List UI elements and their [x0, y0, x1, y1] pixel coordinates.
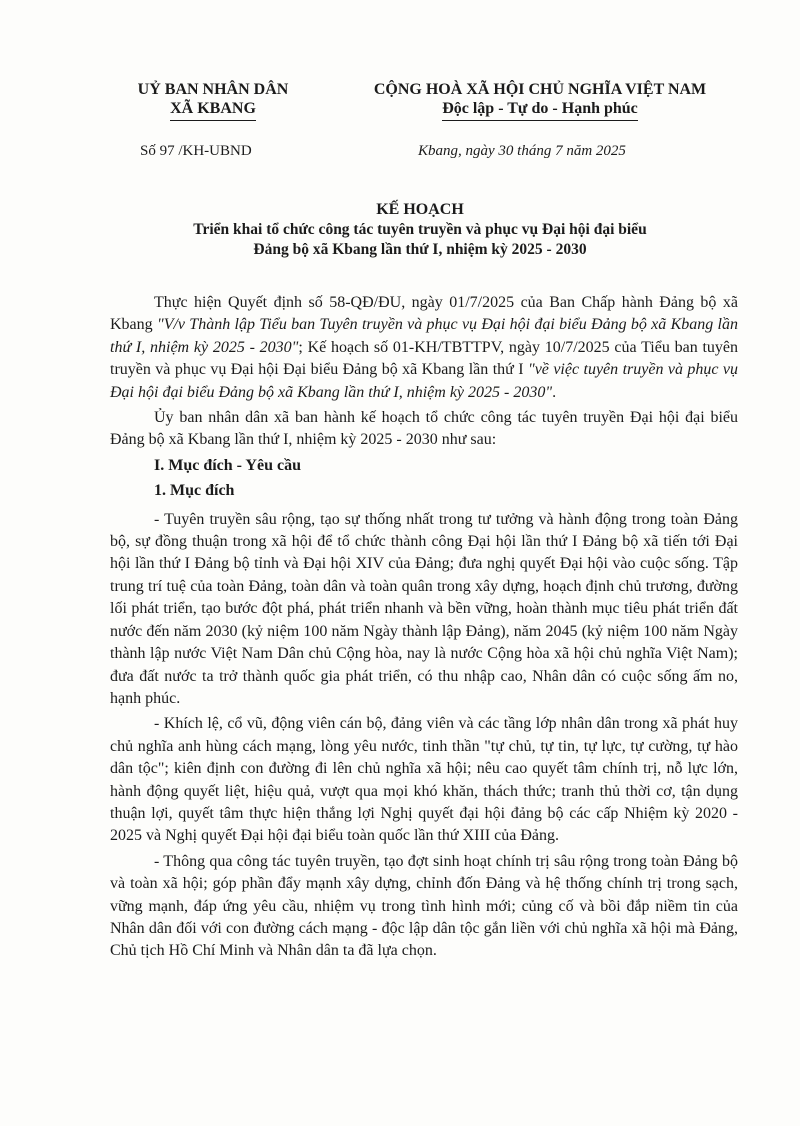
title-line2: Đảng bộ xã Kbang lần thứ I, nhiệm kỳ 2025 - 2030 — [253, 241, 587, 258]
org-name-line1: UỶ BAN NHÂN DÂN — [137, 81, 289, 98]
intro-text-c: ; Kế hoạch số 01-KH/TBTTPV, ngày 10/7/2025 của Tiểu ban tuyên truyền và phục vụ Đại hội Đại biểu Đảng bộ xã Kbang lần thứ I — [110, 338, 739, 379]
date-line: Kbang, ngày 30 tháng 7 năm 2025 — [418, 143, 626, 159]
document-title — [110, 200, 730, 260]
intro-paragraph-2: Ủy ban nhân dân xã ban hành kế hoạch tổ chức công tác tuyên truyền Đại hội đại biểu Đảng bộ xã Kbang lần thứ I, nhiệm kỳ 2025 - 2030 như sau: — [110, 409, 738, 449]
intro-paragraph — [110, 292, 738, 404]
intro-quote-2: "về việc tuyên truyền và phục vụ Đại hội đại biểu Đảng bộ xã Kbang lần thứ I, nhiệm kỳ 2025 - 2030" — [110, 361, 739, 401]
body-paragraph-2: - Khích lệ, cổ vũ, động viên cán bộ, đảng viên và các tầng lớp nhân dân trong xã phát huy chủ nghĩa anh hùng cách mạng, lòng yêu nước, tinh thần "tự chủ, tự tin, tự lực, tự cường, tự hào dân tộc"; kiên định con đường đi lên chủ nghĩa xã hội; nêu cao quyết tâm chính trị, nỗ lực lớn, hành động quyết liệt, hiệu quả, vượt qua mọi khó khăn, thách thức; tranh thủ thời cơ, tận dụng thuận lợi, quyết tâm thực hiện thắng lợi Nghị quyết đại hội đảng bộ các cấp Nhiệm kỳ 2020 - 2025 và Nghị quyết Đại hội đại biểu toàn quốc lần thứ XIII của Đảng. — [110, 715, 738, 845]
document-body — [110, 292, 738, 966]
nation-name: CỘNG HOÀ XÃ HỘI CHỦ NGHĨA VIỆT NAM — [373, 81, 707, 98]
title-line1: Triển khai tổ chức công tác tuyên truyền và phục vụ Đại hội đại biểu — [193, 221, 647, 238]
body-paragraph-1: - Tuyên truyền sâu rộng, tạo sự thống nhất trong tư tưởng và hành động trong toàn Đảng bộ, sự đồng thuận trong xã hội để tổ chức thành công Đại hội lần thứ I Đảng bộ xã tiến tới Đại hội lần thứ I Đảng bộ tỉnh và Đại hội XIV của Đảng; đưa nghị quyết Đại hội vào cuộc sống. Tập trung trí tuệ của toàn Đảng, toàn dân và toàn quân trong xây dựng, hoạch định chủ trương, đường lối phát triển, tạo bước đột phá, phát triển nhanh và bền vững, hoàn thành mục tiêu phát triển đất nước đến năm 2030 (kỷ niệm 100 năm Ngày thành lập Đảng), năm 2045 (kỷ niệm 100 năm Ngày thành lập nước Việt Nam Dân chủ Cộng hòa, nay là nước Cộng hòa xã hội chủ nghĩa Việt Nam); đưa đất nước ta trở thành quốc gia phát triển, có thu nhập cao, Nhân dân có cuộc sống ấm no, hạnh phúc. — [110, 510, 738, 707]
document-number: Số 97 /KH-UBND — [140, 143, 252, 159]
intro-text-e: . — [552, 383, 557, 401]
subsection-heading: 1. Mục đích — [154, 482, 235, 500]
national-header — [330, 80, 750, 121]
org-name-line2: XÃ KBANG — [170, 99, 256, 121]
intro-text-a: Thực hiện Quyết định số 58-QĐ/ĐU, ngày 01/7/2025 của Ban Chấp hành Đảng bộ xã Kbang — [110, 294, 738, 334]
section-heading: I. Mục đích - Yêu cầu — [154, 456, 301, 474]
issuing-organization — [108, 80, 318, 121]
national-motto: Độc lập - Tự do - Hạnh phúc — [442, 99, 638, 121]
intro-quote-1: "V/v Thành lập Tiểu ban Tuyên truyền và phục vụ Đại hội đại biểu Đảng bộ xã Kbang lần thứ I, nhiệm kỳ 2025 - 2030" — [110, 316, 739, 356]
body-paragraph-3: - Thông qua công tác tuyên truyền, tạo đợt sinh hoạt chính trị sâu rộng trong toàn Đảng bộ và toàn xã hội; góp phần đẩy mạnh xây dựng, chỉnh đốn Đảng và hệ thống chính trị trong sạch, vững mạnh, đáp ứng yêu cầu, nhiệm vụ trong tình hình mới; củng cố và bồi đắp niềm tin của Nhân dân đối với con đường cách mạng - độc lập dân tộc gắn liền với chủ nghĩa xã hội mà Đảng, Chủ tịch Hồ Chí Minh và Nhân dân ta đã lựa chọn. — [110, 852, 738, 960]
document-type: KẾ HOẠCH — [376, 201, 464, 218]
